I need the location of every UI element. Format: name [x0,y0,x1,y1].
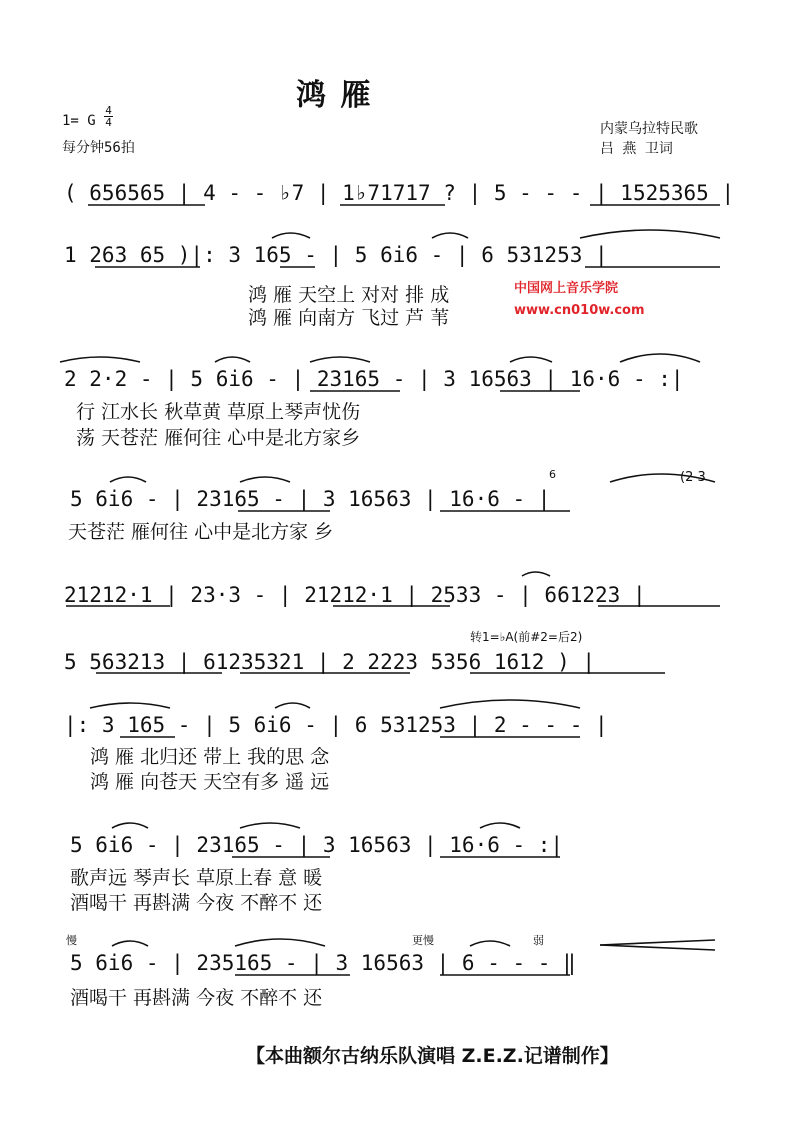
lyrics-line-8b: 酒喝干 再斟满 今夜 不醉不 还 [70,892,323,914]
decrescendo-mark [600,940,715,945]
slur-mark [440,700,580,708]
slur-mark [580,230,720,238]
staff-line-8: 5 6i6 - | 23165 - | 3 16563 | 16·6 - :| [70,833,564,857]
lyrics-line-2a: 鸿 雁 天空上 对对 排 成 [248,284,450,306]
slur-mark [240,823,300,828]
slur-mark [110,477,146,482]
staff-line-2: 1 263 65 )|: 3 165 - | 5 6i6 - | 6 531253 | [64,243,608,267]
song-title: 鸿 雁 [296,78,373,113]
lyrics-line-7a: 鸿 雁 北归还 带上 我的思 念 [90,746,330,768]
slur-mark [480,823,520,828]
lyrics-line-3a: 行 江水长 秋草黄 草原上琴声忧伤 [76,401,361,423]
staff-line-7: |: 3 165 - | 5 6i6 - | 6 531253 | 2 - - - | [64,713,608,737]
watermark-title: 中国网上音乐学院 [514,281,619,296]
grace-note: 6 [549,468,556,481]
lyrics-line-7b: 鸿 雁 向苍天 天空有多 遥 远 [90,771,330,793]
slur-mark [240,477,290,482]
slur-mark [60,357,140,362]
slur-mark [620,354,700,362]
tempo-marking: 每分钟56拍 [62,140,135,156]
time-sig-top: 4 [105,104,112,117]
time-sig-bottom: 4 [105,116,112,129]
slur-mark [112,941,148,946]
slur-mark [275,703,310,708]
watermark-url: www.cn010w.com [514,303,645,318]
staff-line-1: ( 656565 | 4 - - ♭7 | 1♭71717 ? | 5 - - - | 1525365 | [64,181,735,205]
lyricist-credit: 吕 燕 卫词 [600,141,673,157]
slur-mark [215,357,250,362]
tempo-slower-mark: 更慢 [412,934,434,947]
lyrics-line-2b: 鸿 雁 向南方 飞过 芦 苇 [248,307,450,329]
tempo-slow-mark: 慢 [66,934,77,947]
modulation-marking: 转1=♭A(前#2=后2) [470,630,583,644]
slur-mark [610,474,715,482]
slur-mark [310,357,370,362]
lead-in-notes: (2 3 [680,470,706,485]
slur-mark [522,572,550,576]
staff-line-3: 2 2·2 - | 5 6i6 - | 23165 - | 3 16563 | 16·6 - :| [64,367,684,391]
lyrics-line-4a: 天苍茫 雁何往 心中是北方家 乡 [68,521,334,543]
lyrics-line-8a: 歌声远 琴声长 草原上春 意 暖 [70,867,323,889]
staff-line-5: 21212·1 | 23·3 - | 21212·1 | 2533 - | 661223 | [64,583,646,607]
slur-mark [510,357,552,362]
credits-footer: 【本曲额尔古纳乐队演唱 Z.E.Z.记谱制作】 [246,1045,619,1067]
staff-line-4: 5 6i6 - | 23165 - | 3 16563 | 16·6 - | [70,487,551,511]
song-origin: 内蒙乌拉特民歌 [600,121,698,137]
lyrics-line-9a: 酒喝干 再斟满 今夜 不醉不 还 [70,987,323,1009]
slur-mark [272,233,310,238]
lyrics-line-3b: 荡 天苍茫 雁何往 心中是北方家乡 [76,427,361,449]
staff-line-6: 5 563213 | 61235321 | 2 2223 5356 1612 ) | [64,650,596,674]
slur-mark [90,703,170,708]
slur-mark [432,233,468,238]
key-signature: 1= G [62,113,96,129]
slur-mark [470,941,510,946]
slur-mark [112,823,148,828]
slur-mark [235,939,325,946]
decrescendo-mark [600,945,715,950]
dynamic-weak-mark: 弱 [533,934,544,947]
staff-line-9: 5 6i6 - | 235165 - | 3 16563 | 6 - - - ‖ [70,951,576,975]
